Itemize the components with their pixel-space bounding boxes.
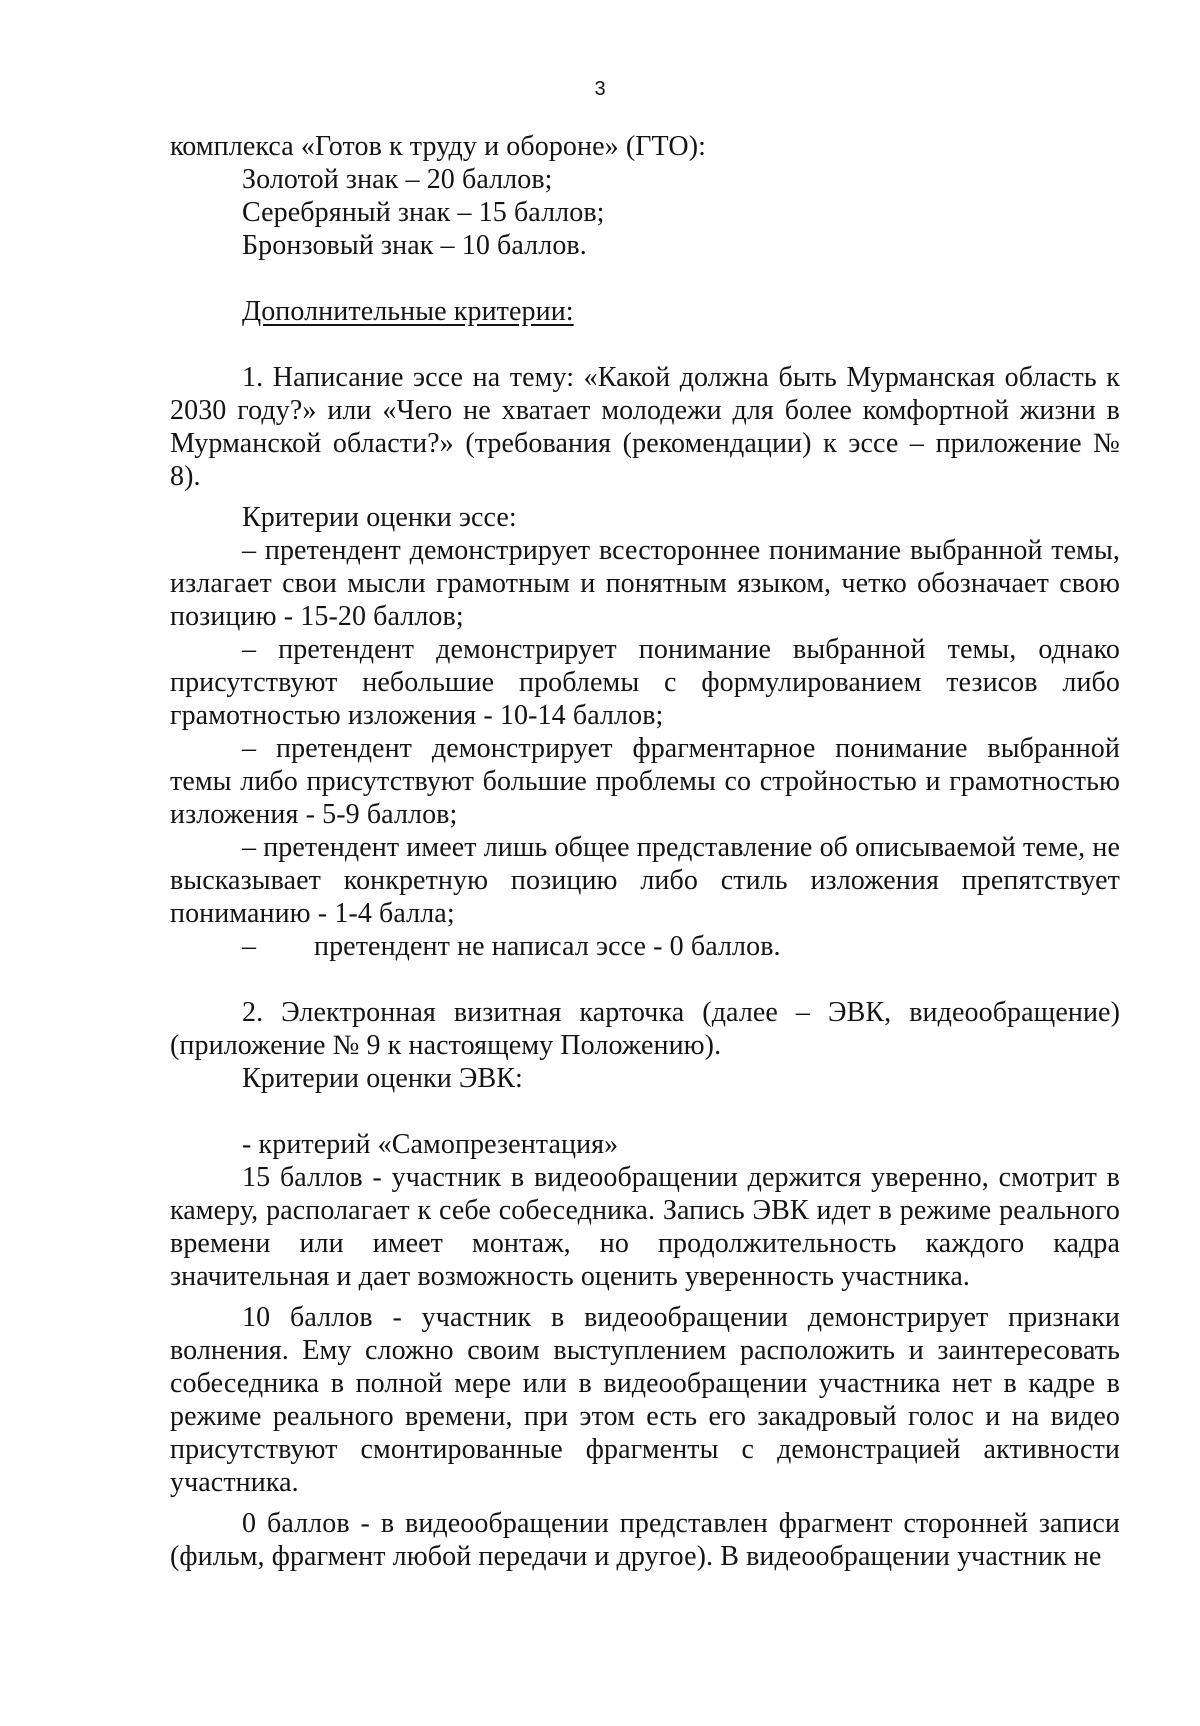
gto-silver: Серебряный знак – 15 баллов; <box>242 197 605 228</box>
essay-item: 1. Написание эссе на тему: «Какой должна быть Мурманская область к 2030 году?» или «Чего не хватает молодежи для более комфортной жизни в Мурманской области?» (требования (рекомендации) к эссе – приложение № 8). <box>170 362 1120 492</box>
document-body <box>170 130 1120 1573</box>
essay-criterion-last-dash: – <box>242 931 257 962</box>
essay-criterion: – претендент демонстрирует понимание выбранной темы, однако присутствуют небольшие проблемы с формулированием тезисов либо грамотностью изложения - 10-14 баллов; <box>170 634 1120 731</box>
additional-criteria-heading-text: Дополнительные критерии: <box>242 296 574 327</box>
essay-criterion: – претендент демонстрирует всестороннее понимание выбранной темы, излагает свои мысли грамотным и понятным языком, четко обозначает свою позицию - 15-20 баллов; <box>170 535 1120 632</box>
evk-criteria-title: Критерии оценки ЭВК: <box>242 1063 523 1094</box>
evk-score-0: 0 баллов - в видеообращении представлен фрагмент сторонней записи (фильм, фрагмент любой передачи и другое). В видеообращении участник не <box>170 1508 1120 1572</box>
essay-criterion-last <box>170 930 1120 963</box>
essay-criterion: – претендент демонстрирует фрагментарное понимание выбранной темы либо присутствуют большие проблемы со стройностью и грамотностью изложения - 5-9 баллов; <box>170 733 1120 830</box>
gto-intro: комплекса «Готов к труду и обороне» (ГТО): <box>170 131 707 162</box>
gto-gold: Золотой знак – 20 баллов; <box>242 164 553 195</box>
essay-criterion-last-text: претендент не написал эссе - 0 баллов. <box>314 931 781 962</box>
evk-score-15: 15 баллов - участник в видеообращении держится уверенно, смотрит в камеру, располагает к себе собеседника. Запись ЭВК идет в режиме реального времени или имеет монтаж, но продолжительность каждого кадра значительная и дает возможность оценить уверенность участника. <box>170 1162 1120 1292</box>
evk-score-10: 10 баллов - участник в видеообращении демонстрирует признаки волнения. Ему сложно своим выступлением расположить и заинтересовать собеседника в полной мере или в видеообращении участника нет в кадре в режиме реального времени, при этом есть его закадровый голос и на видео присутствуют смонтированные фрагменты с демонстрацией активности участника. <box>170 1302 1120 1498</box>
essay-criterion: – претендент имеет лишь общее представление об описываемой теме, не высказывает конкретную позицию либо стиль изложения препятствует пониманию - 1-4 балла; <box>170 832 1120 929</box>
evk-criterion-name: - критерий «Самопрезентация» <box>242 1129 619 1160</box>
evk-item: 2. Электронная визитная карточка (далее – ЭВК, видеообращение) (приложение № 9 к настоящему Положению). <box>170 997 1120 1061</box>
page-number: 3 <box>594 78 606 100</box>
gto-bronze: Бронзовый знак – 10 баллов. <box>242 230 587 261</box>
additional-criteria-heading <box>170 295 1120 328</box>
essay-criteria-title: Критерии оценки эссе: <box>242 502 517 533</box>
